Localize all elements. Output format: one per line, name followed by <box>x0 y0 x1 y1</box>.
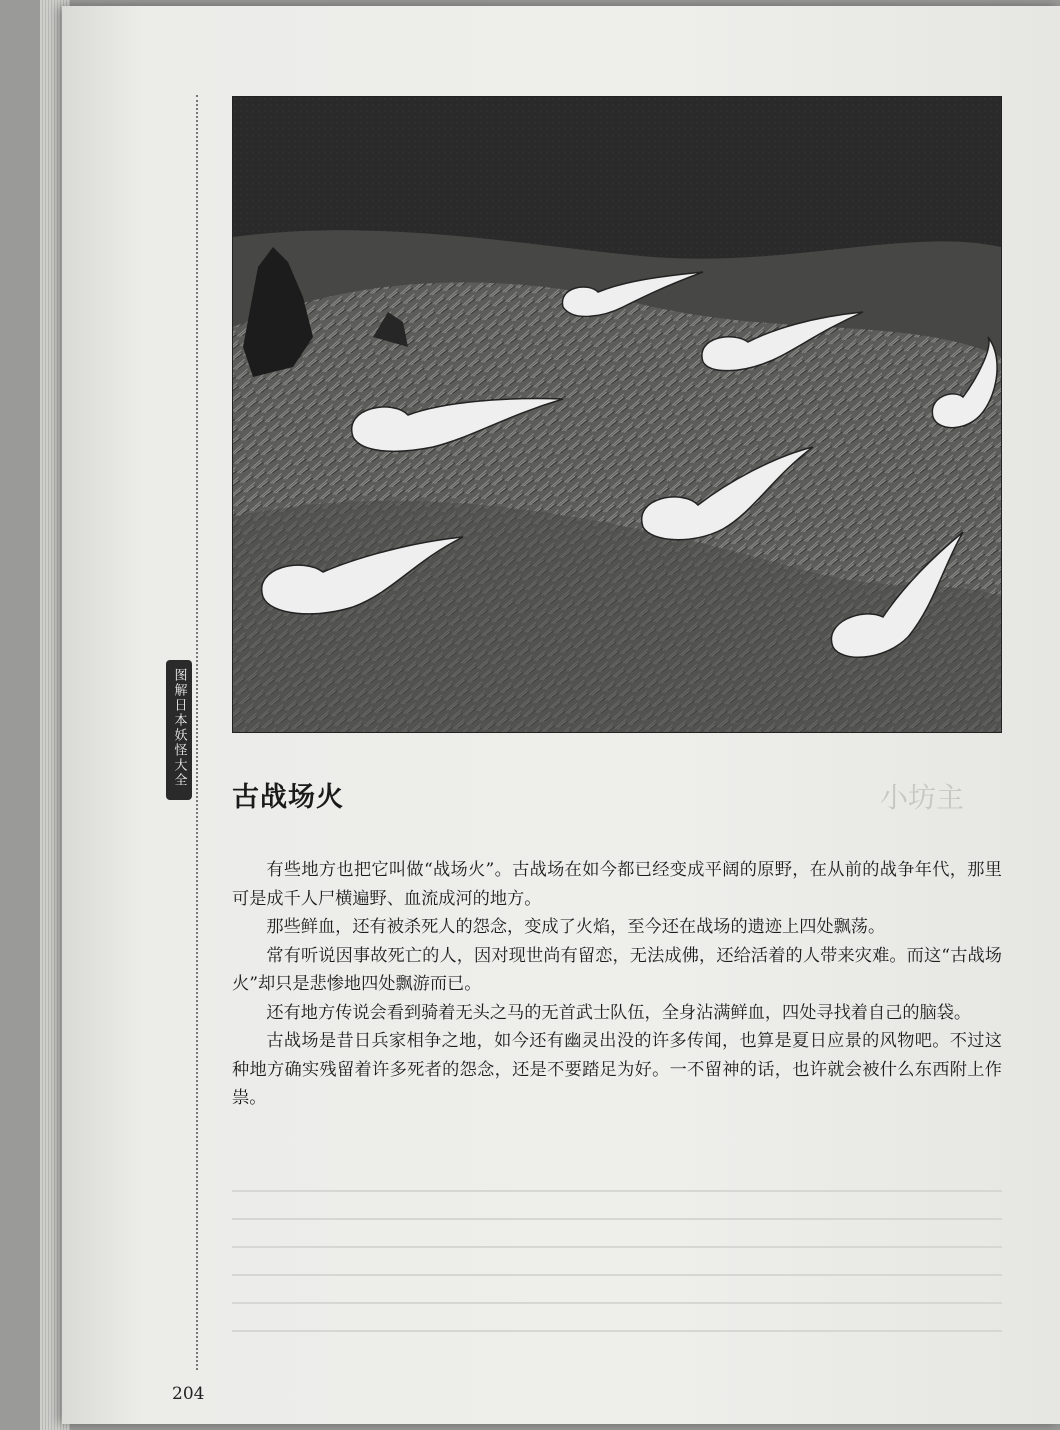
illustration-battlefield-fires <box>232 96 1002 733</box>
dotted-margin-rule <box>196 95 198 1370</box>
entry-body <box>232 856 1002 1113</box>
series-tab-label: 图解日本妖怪大全 <box>171 668 187 788</box>
bleed-through-title: 小坊主 <box>880 781 965 814</box>
bleed-through-text <box>232 1190 1002 1358</box>
body-paragraph: 常有听说因事故死亡的人，因对现世尚有留恋，无法成佛，还给活着的人带来灾难。而这“古战场火”却只是悲惨地四处飘游而已。 <box>232 945 1002 994</box>
body-paragraph: 还有地方传说会看到骑着无头之马的无首武士队伍，全身沾满鲜血，四处寻找着自己的脑袋。 <box>266 1002 972 1023</box>
page-number: 204 <box>172 1384 205 1404</box>
body-paragraph: 那些鲜血，还有被杀死人的怨念，变成了火焰，至今还在战场的遗迹上四处飘荡。 <box>266 917 886 937</box>
entry-title: 古战场火 <box>232 782 344 813</box>
body-paragraph: 古战场是昔日兵家相争之地，如今还有幽灵出没的许多传闻，也算是夏日应景的风物吧。不过这种地方确实残留着许多死者的怨念，还是不要踏足为好。一不留神的话，也许就会被什么东西附上作祟。 <box>232 1031 1002 1108</box>
body-paragraph: 有些地方也把它叫做“战场火”。古战场在如今都已经变成平阔的原野，在从前的战争年代，那里可是成千人尸横遍野、血流成河的地方。 <box>232 860 1002 909</box>
series-side-tab <box>166 660 192 800</box>
